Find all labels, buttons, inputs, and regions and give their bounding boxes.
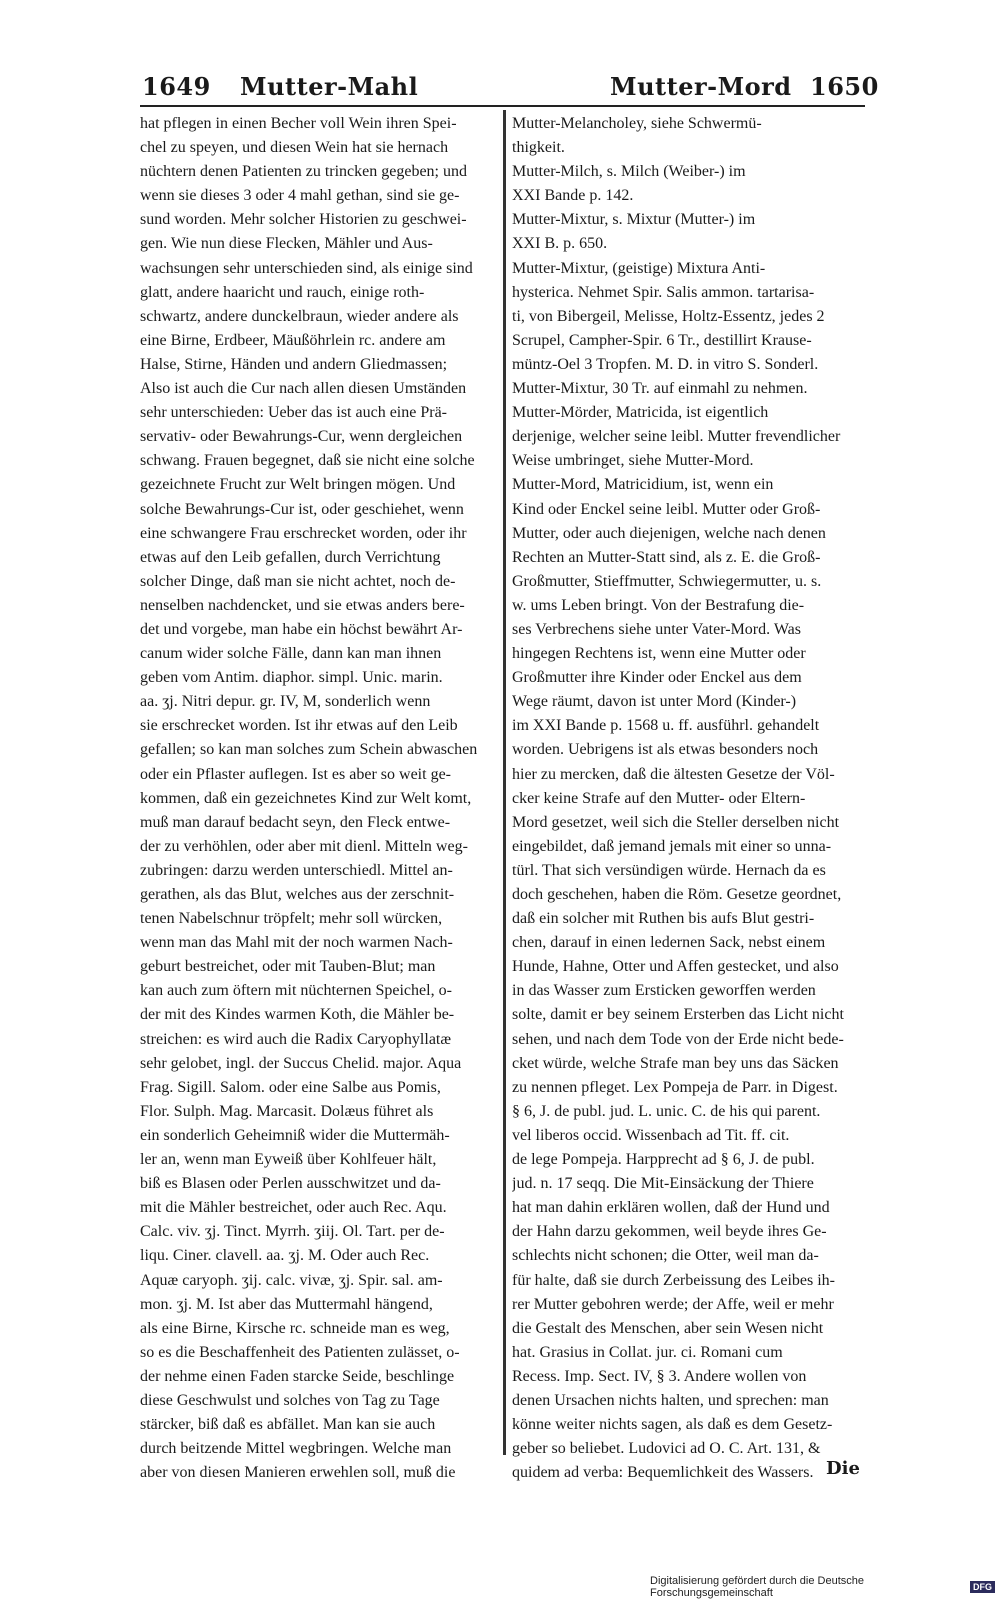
text-line: im XXI Bande p. 1568 u. ff. ausführl. gehandelt — [512, 717, 820, 735]
text-line: stärcker, biß daß es abfället. Man kan sie auch — [140, 1416, 436, 1434]
text-line: solte, damit er bey seinem Ersterben das Licht nicht — [512, 1006, 844, 1024]
text-line: kommen, daß ein gezeichnetes Kind zur Welt komt, — [140, 789, 472, 807]
text-line: geber so beliebet. Ludovici ad O. C. Art. 131, & — [512, 1440, 821, 1458]
text-line: Mord gesetzet, weil sich die Steller derselben nicht — [512, 813, 840, 831]
text-line: gerathen, als das Blut, welches aus der zerschnit- — [140, 886, 455, 903]
text-line: chel zu speyen, und diesen Wein hat sie hernach — [140, 139, 449, 157]
text-line: Mutter-Mord, Matricidium, ist, wenn ein — [512, 476, 774, 494]
text-line: eine schwangere Frau erschrecket worden, oder ihr — [140, 524, 467, 542]
text-line: streichen: es wird auch die Radix Caryophyllatæ — [140, 1030, 452, 1048]
text-line: Rechten an Mutter-Statt sind, als z. E. die Groß- — [512, 548, 821, 566]
catchword: Die — [826, 1458, 860, 1479]
text-line: vel liberos occid. Wissenbach ad Tit. ff. cit. — [512, 1126, 790, 1144]
text-line: tenen Nabelschnur tröpfelt; mehr soll würcken, — [140, 910, 443, 928]
text-line: worden. Uebrigens ist als etwas besonders noch — [512, 741, 819, 759]
text-line: kan auch zum öftern mit nüchternen Speichel, o- — [140, 982, 452, 1000]
text-line: etwas auf den Leib gefallen, durch Verrichtung — [140, 548, 441, 566]
text-line: gen. Wie nun diese Flecken, Mähler und Aus- — [140, 235, 433, 253]
text-line: für halte, daß sie durch Zerbeissung des Leibes ih- — [512, 1271, 836, 1289]
text-line: der nehme einen Faden starcke Seide, beschlinge — [140, 1367, 455, 1385]
text-line: biß es Blasen oder Perlen ausschwitzet und da- — [140, 1175, 441, 1193]
text-line: schwang. Frauen begegnet, daß sie nicht eine solche — [140, 452, 475, 470]
text-line: gezeichnete Frucht zur Welt bringen mögen. Und — [140, 476, 456, 494]
text-line: hysterica. Nehmet Spir. Salis ammon. tartarisa- — [512, 283, 815, 301]
text-line: schlechts nicht schonen; die Otter, weil man da- — [512, 1247, 819, 1265]
text-line: Scrupel, Campher-Spir. 6 Tr., destillirt Krause- — [512, 331, 812, 349]
text-line: ein sonderlich Geheimniß wider die Muttermäh- — [140, 1126, 450, 1144]
text-line: XXI Bande p. 142. — [512, 187, 634, 205]
text-line: doch geschehen, haben die Röm. Gesetze geordnet, — [512, 886, 842, 903]
text-line: geburt bestreichet, oder mit Tauben-Blut; man — [140, 958, 436, 976]
text-line: Mutter-Mixtur, s. Mixtur (Mutter-) im — [512, 211, 756, 229]
text-line: durch beitzende Mittel wegbringen. Welche man — [140, 1440, 452, 1458]
text-line: Mutter-Mörder, Matricida, ist eigentlich — [512, 404, 769, 422]
text-line: hat pflegen in einen Becher voll Wein ihren Spei- — [140, 115, 457, 132]
text-line: mon. ʒj. M. Ist aber das Muttermahl hängend, — [140, 1295, 433, 1313]
text-line: Mutter-Milch, s. Milch (Weiber-) im — [512, 163, 746, 181]
text-line: § 6, J. de publ. jud. L. unic. C. de his qui parent. — [512, 1102, 821, 1120]
text-line: thigkeit. — [512, 139, 565, 157]
text-line: als eine Birne, Kirsche rc. schneide man es weg, — [140, 1319, 450, 1337]
right-text-column — [512, 112, 870, 1485]
text-line: eine Birne, Erdbeer, Mäußöhrlein rc. andere am — [140, 331, 446, 349]
digitization-credit — [650, 1575, 995, 1599]
text-line: ses Verbrechens siehe unter Vater-Mord. Was — [512, 620, 801, 638]
text-line: Aquæ caryoph. ʒij. calc. vivæ, ʒj. Spir. sal. am- — [140, 1271, 443, 1289]
text-line: rer Mutter gebohren werde; der Affe, weil er mehr — [512, 1295, 834, 1313]
text-line: liqu. Ciner. clavell. aa. ʒj. M. Oder auch Rec. — [140, 1247, 430, 1265]
text-line: Mutter-Melancholey, siehe Schwermü- — [512, 115, 762, 132]
text-line: zubringen: darzu werden unterschiedl. Mittel an- — [140, 861, 453, 879]
text-line: türl. That sich versündigen würde. Hernach da es — [512, 861, 826, 879]
text-line: daß ein solcher mit Ruthen bis aufs Blut gestri- — [512, 910, 815, 928]
text-line: denen Ursachen nichts halten, und sprechen: man — [512, 1391, 829, 1409]
text-line: gefallen; so kan man solches zum Schein abwaschen — [140, 741, 478, 759]
text-line: müntz-Oel 3 Tropfen. M. D. in vitro S. Sonderl. — [512, 355, 819, 373]
column-divider — [503, 110, 506, 1455]
text-line: aa. ʒj. Nitri depur. gr. IV, M, sonderlich wenn — [140, 693, 431, 711]
text-line: chen, darauf in einen ledernen Sack, nebst einem — [512, 934, 826, 952]
text-line: det und vorgebe, man habe ein höchst bewährt Ar- — [140, 620, 463, 638]
text-line: Recess. Imp. Sect. IV, § 3. Andere wollen von — [512, 1367, 807, 1385]
text-line: Mutter-Mixtur, 30 Tr. auf einmahl zu nehmen. — [512, 380, 808, 398]
text-line: hingegen Rechtens ist, wenn eine Mutter oder — [512, 645, 806, 663]
text-line: wenn man das Mahl mit der noch warmen Nach- — [140, 934, 453, 952]
text-line: Halse, Stirne, Händen und andern Gliedmassen; — [140, 355, 448, 373]
text-line: sie erschrecket worden. Ist ihr etwas auf den Leib — [140, 717, 458, 735]
text-line: solcher Dinge, daß man sie nicht achtet, noch de- — [140, 572, 456, 590]
text-line: Mutter-Mixtur, (geistige) Mixtura Anti- — [512, 259, 766, 277]
text-line: Wege räumt, davon ist unter Mord (Kinder-) — [512, 693, 797, 711]
text-line: w. ums Leben bringt. Von der Bestrafung die- — [512, 596, 805, 614]
text-line: Mutter, oder auch diejenigen, welche nach denen — [512, 524, 826, 542]
text-line: XXI B. p. 650. — [512, 235, 608, 253]
text-line: Großmutter, Stieffmutter, Schwiegermutter, u. s. — [512, 572, 822, 590]
text-line: sehr unterschieden: Ueber das ist auch eine Prä- — [140, 404, 447, 422]
text-line: cket würde, welche Strafe man bey uns das Säcken — [512, 1054, 839, 1072]
text-line: Frag. Sigill. Salom. oder eine Salbe aus Pomis, — [140, 1078, 441, 1096]
text-line: Weise umbringet, siehe Mutter-Mord. — [512, 452, 754, 470]
text-line: cker keine Strafe auf den Mutter- oder Eltern- — [512, 789, 806, 807]
text-line: canum wider solche Fälle, dann kan man ihnen — [140, 645, 442, 663]
text-line: ler an, wenn man Eyweiß über Kohlfeuer hält, — [140, 1151, 437, 1169]
text-line: geben vom Antim. diaphor. simpl. Unic. marin. — [140, 669, 443, 687]
text-line: hat. Grasius in Collat. jur. ci. Romani cum — [512, 1343, 783, 1361]
header-rule — [140, 105, 865, 107]
credit-text: Digitalisierung gefördert durch die Deutsche Forschungsgemeinschaft — [650, 1575, 865, 1599]
text-line: der mit des Kindes warmen Koth, die Mähler be- — [140, 1006, 455, 1024]
text-line: servativ- oder Bewahrungs-Cur, wenn dergleichen — [140, 428, 463, 446]
text-line: glatt, andere haaricht und rauch, einige roth- — [140, 283, 425, 301]
dfg-logo: DFG — [970, 1581, 995, 1593]
text-line: so es die Beschaffenheit des Patienten zulässet, o- — [140, 1343, 460, 1361]
right-running-title: Mutter-Mord — [610, 72, 792, 101]
text-line: eingebildet, daß jemand jemals mit einer so unna- — [512, 837, 832, 855]
left-text-column — [140, 112, 498, 1485]
text-line: muß man darauf bedacht seyn, den Fleck entwe- — [140, 813, 451, 831]
text-line: aber von diesen Manieren erwehlen soll, muß die — [140, 1464, 456, 1482]
text-line: Kind oder Enckel seine leibl. Mutter oder Groß- — [512, 500, 821, 518]
text-line: sund worden. Mehr solcher Historien zu geschwei- — [140, 211, 467, 229]
text-line: nüchtern denen Patienten zu trincken gegeben; und — [140, 163, 467, 181]
text-line: zu nennen pfleget. Lex Pompeja de Parr. in Digest. — [512, 1078, 838, 1096]
text-line: wenn sie dieses 3 oder 4 mahl gethan, sind sie ge- — [140, 187, 460, 205]
text-line: de lege Pompeja. Harpprecht ad § 6, J. de publ. — [512, 1151, 815, 1169]
right-page-number: 1650 — [810, 72, 879, 101]
text-line: diese Geschwulst und solches von Tag zu Tage — [140, 1391, 440, 1409]
text-line: derjenige, welcher seine leibl. Mutter frevendlicher — [512, 428, 841, 446]
text-line: Flor. Sulph. Mag. Marcasit. Dolæus führet als — [140, 1102, 434, 1120]
text-line: solche Bewahrungs-Cur ist, oder geschiehet, wenn — [140, 500, 464, 518]
text-line: quidem ad verba: Bequemlichkeit des Wassers. — [512, 1464, 814, 1482]
left-page-number: 1649 — [142, 72, 211, 101]
text-line: nenselben nachdencket, und sie etwas anders bere- — [140, 596, 465, 614]
text-line: sehen, und nach dem Tode von der Erde nicht bede- — [512, 1030, 844, 1048]
text-line: der zu verhöhlen, oder aber mit dienl. Mitteln weg- — [140, 837, 468, 855]
text-line: hat man dahin erklären wollen, daß der Hund und — [512, 1199, 830, 1217]
text-line: der Hahn darzu gekommen, weil beyde ihres Ge- — [512, 1223, 827, 1241]
text-line: jud. n. 17 seqq. Die Mit-Einsäckung der Thiere — [512, 1175, 814, 1193]
text-line: könne weiter nichts sagen, als daß es dem Gesetz- — [512, 1416, 833, 1434]
text-line: mit die Mähler bestreichet, oder auch Rec. Aqu. — [140, 1199, 447, 1217]
text-line: Großmutter ihre Kinder oder Enckel aus dem — [512, 669, 802, 687]
text-line: die Gestalt des Menschen, aber sein Wesen nicht — [512, 1319, 824, 1337]
text-line: oder ein Pflaster auflegen. Ist es aber so weit ge- — [140, 765, 451, 783]
text-line: Calc. viv. ʒj. Tinct. Myrrh. ʒiij. Ol. Tart. per de- — [140, 1223, 445, 1241]
text-line: in das Wasser zum Ersticken geworffen werden — [512, 982, 816, 1000]
text-line: Hunde, Hahne, Otter und Affen gestecket, und also — [512, 958, 839, 976]
text-line: wachsungen sehr unterschieden sind, als einige sind — [140, 259, 473, 277]
left-running-title: Mutter-Mahl — [240, 72, 419, 101]
text-line: schwartz, andere dunckelbraun, wieder andere als — [140, 307, 459, 325]
text-line: hier zu mercken, daß die ältesten Gesetze der Völ- — [512, 765, 835, 783]
text-line: sehr gelobet, ingl. der Succus Chelid. major. Aqua — [140, 1054, 462, 1072]
text-line: ti, von Bibergeil, Melisse, Holtz-Essentz, jedes 2 — [512, 307, 825, 325]
text-line: Also ist auch die Cur nach allen diesen Umständen — [140, 380, 467, 398]
